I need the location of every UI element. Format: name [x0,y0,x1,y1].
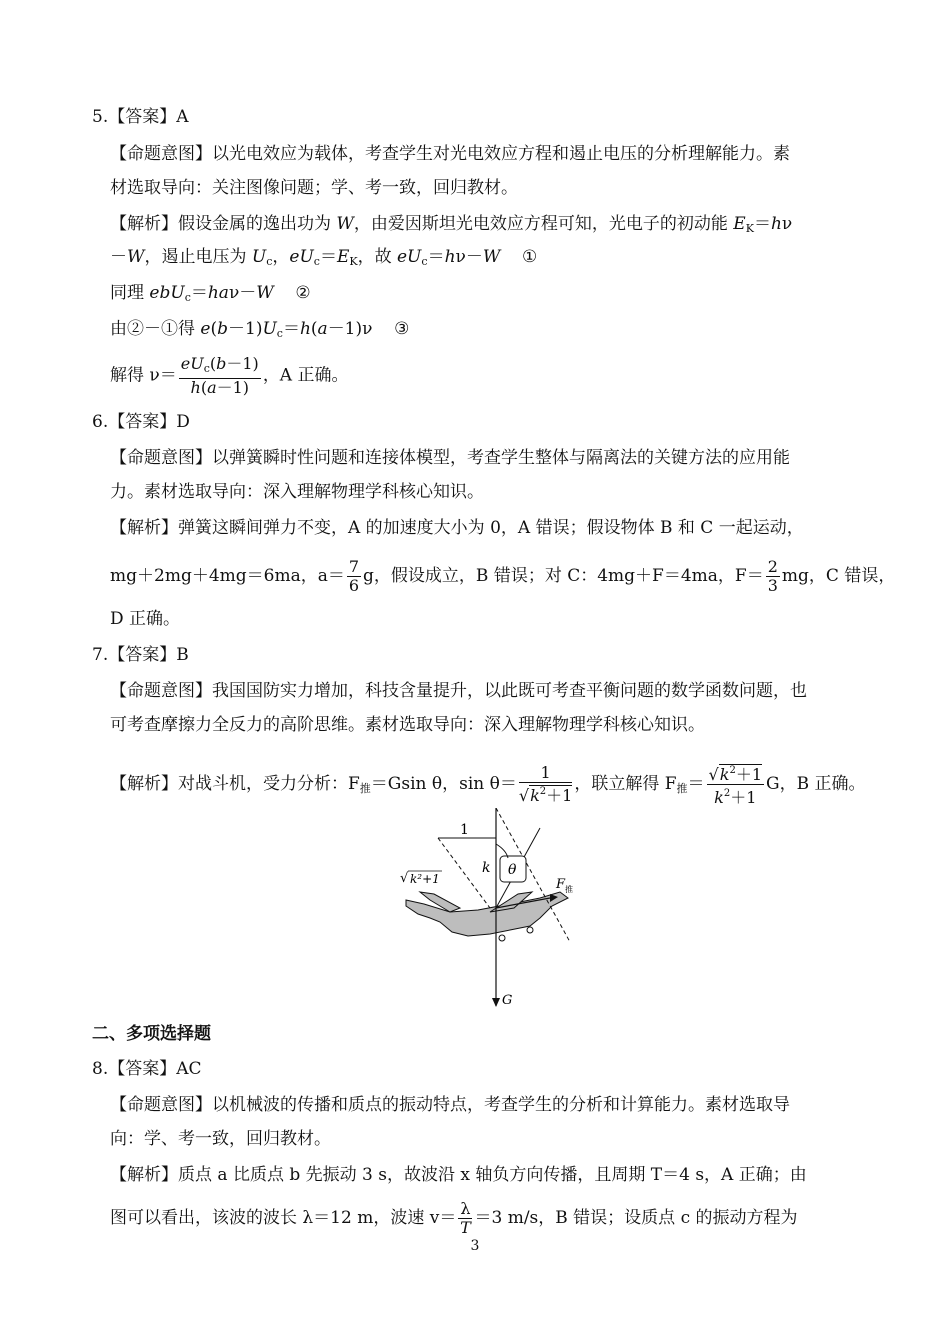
label-f: F [556,877,566,892]
eq-marker-2: ② [295,283,311,303]
section-title: 二、多项选择题 [92,1024,211,1044]
q6-analysis-line3: D 正确。 [110,609,181,629]
q8-intent-line1: 【命题意图】以机械波的传播和质点的振动特点，考查学生的分析和计算能力。素材选取导 [110,1095,790,1115]
arrow-g-icon [492,998,500,1007]
q6-intent-line2: 力。素材选取导向：深入理解物理学科核心知识。 [110,482,484,502]
q7-answer: 7.【答案】B [92,645,189,665]
label-sqrt: k²+1 [410,872,440,886]
fraction-nu: $\frac{eU_c(b-1)}{h(a-1)}$ [180,354,259,397]
fraction-sin: $\frac{1}{√k^2+1}$ [518,763,573,805]
q5-intent-line2: 材选取导向：关注图像问题；学、考一致，回归教材。 [110,178,518,198]
label-theta: θ [508,862,517,878]
q5-analysis-line5: 解得 ν＝ $\frac{eU_c(b-1)}{h(a-1)}$ ，A 正确。 [110,354,349,397]
force-diagram-figure [390,808,590,1008]
q8-intent-line2: 向：学、考一致，回归教材。 [110,1129,331,1149]
eq-marker-1: ① [521,247,538,267]
page-number: 3 [470,1238,480,1254]
q5-intent-line1: 【命题意图】以光电效应为载体，考查学生对光电效应方程和遏止电压的分析理解能力。素 [110,144,790,164]
q5-answer: 5.【答案】A [92,107,189,127]
label-g: G [502,993,513,1008]
q7-analysis: 【解析】对战斗机，受力分析：$F_推=Gsin$ θ，sin θ＝ $\frac{1}{√k^2+1}$ ，联立解得 $F_推=$ $\frac{√k^2+1}{k^2+1}$ G，B 正确。 [110,763,866,807]
fraction-7-6: $\frac{7}{6}$ [348,557,360,595]
q8-analysis-line2: 图可以看出，该波的波长 λ＝12 m，波速 v＝ $\frac{\lambda}{T}$ ＝3 m/s，B 错误；设质点 c 的振动方程为 [110,1199,798,1237]
label-1: 1 [460,822,469,838]
q6-analysis-line2: mg＋2mg＋4mg＝6ma，a＝ $\frac{7}{6}$ g，假设成立，B 错误；对 C：4mg＋F＝4ma，F＝ $\frac{2}{3}$ mg，C 错误， [110,557,896,595]
q8-analysis-line1: 【解析】质点 a 比质点 b 先振动 3 s，故波沿 x 轴负方向传播，且周期 T＝4 s，A 正确；由 [110,1165,807,1185]
q8-answer: 8.【答案】AC [92,1059,202,1079]
q6-answer: 6.【答案】D [92,412,190,432]
q6-intent-line1: 【命题意图】以弹簧瞬时性问题和连接体模型，考查学生整体与隔离法的关键方法的应用能 [110,448,790,468]
q6-analysis-line1: 【解析】弹簧这瞬间弹力不变，A 的加速度大小为 0，A 错误；假设物体 B 和 C 一起运动， [110,518,804,538]
q5-analysis-line2: －W，遏止电压为 $U_c$，$eU_c=E_K$，故 $eU_c=h\nu-W$ ① [110,247,538,268]
q5-analysis-line3: 同理 ebU$_c$＝haν－W ② [110,283,311,304]
q7-intent-line1: 【命题意图】我国国防实力增加，科技含量提升，以此既可考查平衡问题的数学函数问题，也 [110,681,807,701]
q5-analysis-line1: 【解析】假设金属的逸出功为 W，由爱因斯坦光电效应方程可知，光电子的初动能 $E_K=h\nu$ [110,214,793,235]
svg-text:√: √ [400,871,409,886]
label-f-sub: 推 [565,885,573,894]
q7-intent-line2: 可考查摩擦力全反力的高阶思维。素材选取导向：深入理解物理学科核心知识。 [110,715,705,735]
eq-marker-3: ③ [394,319,410,339]
fraction-2-3: $\frac{2}{3}$ [767,557,778,595]
fraction-result: $\frac{√k^2+1}{k^2+1}$ [707,762,764,807]
q5-analysis-line4: 由②－①得 $e(b-1)U_c=h(a-1)\nu$ ③ [110,319,410,340]
label-k: k [482,860,491,876]
fraction-lambda-t: $\frac{\lambda}{T}$ [460,1199,471,1237]
